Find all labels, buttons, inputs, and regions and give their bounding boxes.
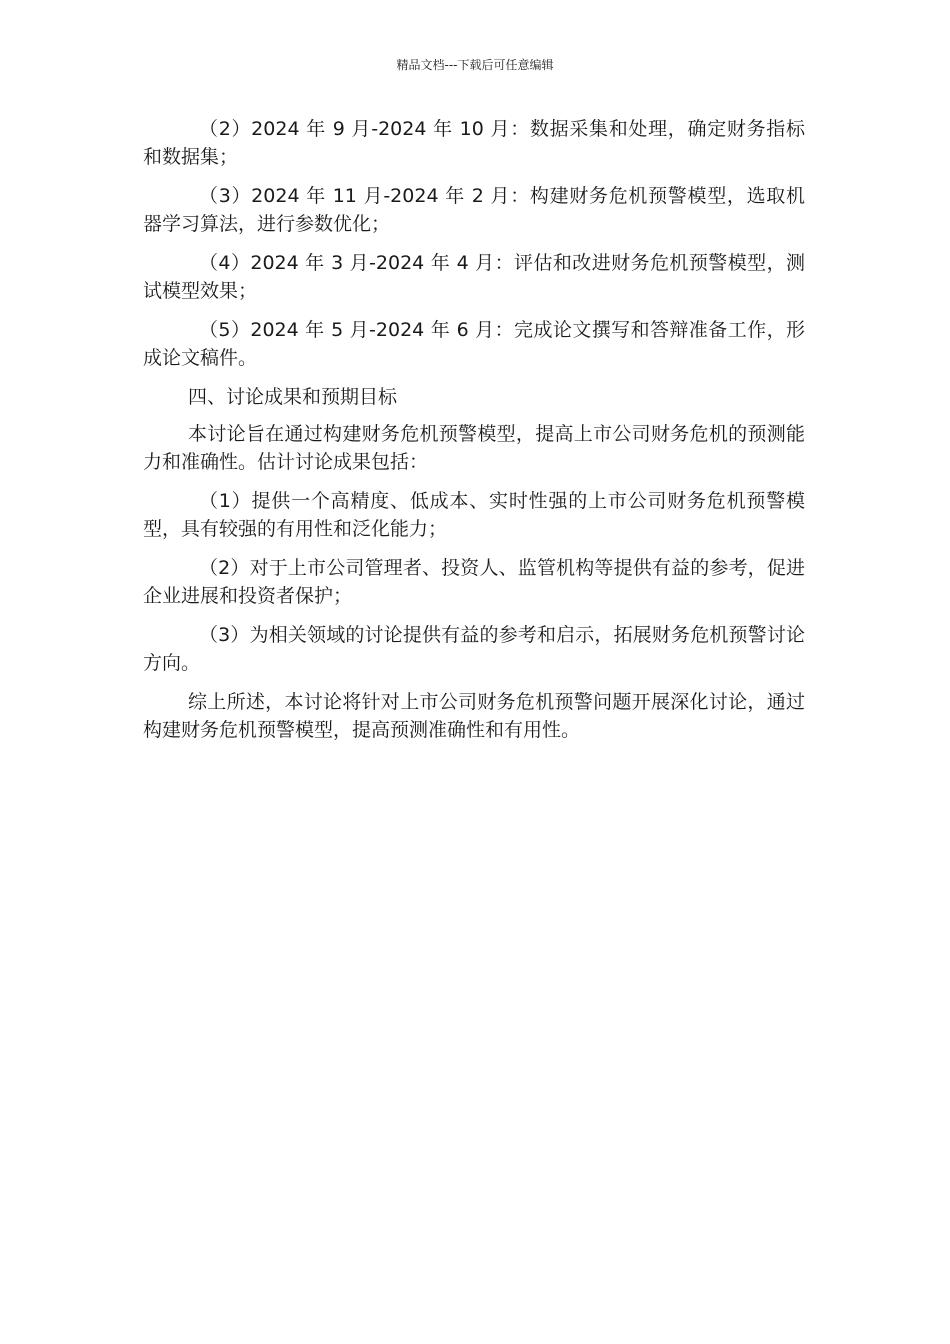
document-body: [143, 115, 805, 755]
outcome-item-1: （1）提供一个高精度、低成本、实时性强的上市公司财务危机预警模型，具有较强的有用性和泛化能力；: [143, 490, 805, 540]
schedule-item-3: （3）2024 年 11 月-2024 年 2 月：构建财务危机预警模型，选取机器学习算法，进行参数优化；: [143, 185, 805, 235]
section-intro: 本讨论旨在通过构建财务危机预警模型，提高上市公司财务危机的预测能力和准确性。估计讨论成果包括：: [143, 423, 805, 473]
outcome-item-2: （2）对于上市公司管理者、投资人、监管机构等提供有益的参考，促进企业进展和投资者保护；: [143, 557, 805, 607]
schedule-item-2: （2）2024 年 9 月-2024 年 10 月：数据采集和处理，确定财务指标和数据集；: [143, 118, 805, 168]
schedule-item-5: （5）2024 年 5 月-2024 年 6 月：完成论文撰写和答辩准备工作，形成论文稿件。: [143, 319, 805, 369]
conclusion-paragraph: 综上所述，本讨论将针对上市公司财务危机预警问题开展深化讨论，通过构建财务危机预警模型，提高预测准确性和有用性。: [143, 691, 805, 741]
page-header: 精品文档---下载后可任意编辑: [396, 58, 554, 72]
outcome-item-3: （3）为相关领域的讨论提供有益的参考和启示，拓展财务危机预警讨论方向。: [143, 624, 805, 674]
schedule-item-4: （4）2024 年 3 月-2024 年 4 月：评估和改进财务危机预警模型，测试模型效果；: [143, 252, 805, 302]
section-heading: 四、讨论成果和预期目标: [188, 386, 398, 408]
